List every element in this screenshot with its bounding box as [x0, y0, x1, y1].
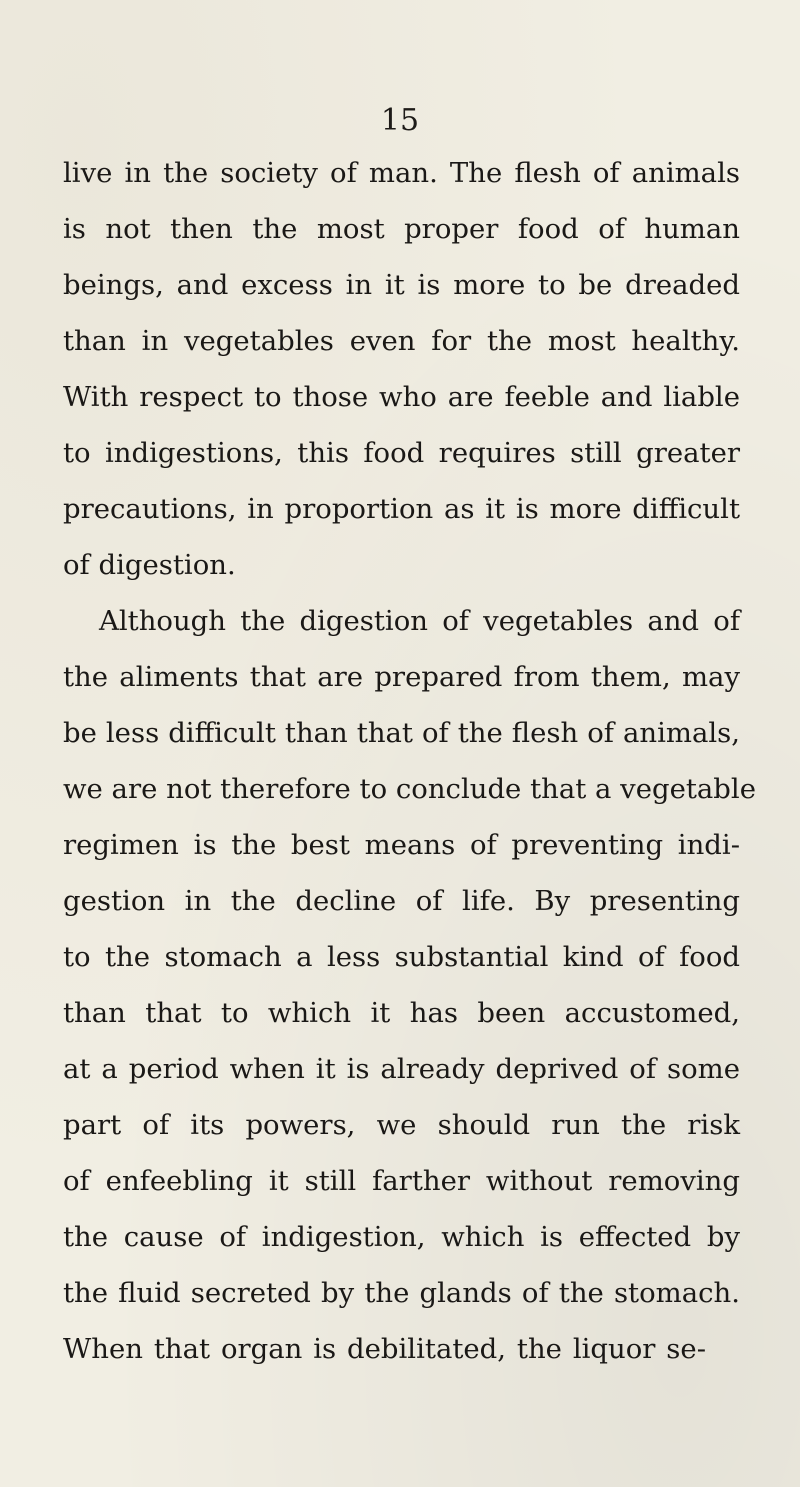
text-line: the fluid secreted by the glands of the stomach.: [63, 1277, 740, 1309]
text-line: we are not therefore to conclude that a vegetable: [63, 773, 756, 805]
text-line: the cause of indigestion, which is effected by: [63, 1221, 740, 1253]
text-line: live in the society of man. The flesh of animals: [63, 157, 740, 189]
text-line: than that to which it has been accustomed,: [63, 997, 740, 1029]
text-line: precautions, in proportion as it is more difficult: [63, 493, 740, 525]
text-line: Although the digestion of vegetables and of: [99, 605, 740, 637]
text-line: the aliments that are prepared from them, may: [63, 661, 740, 693]
text-line: of digestion.: [63, 549, 236, 581]
text-line: When that organ is debilitated, the liquor se-: [63, 1333, 706, 1365]
text-line: to the stomach a less substantial kind of food: [63, 941, 740, 973]
text-line: of enfeebling it still farther without removing: [63, 1165, 740, 1197]
text-line: than in vegetables even for the most healthy.: [63, 325, 740, 357]
text-line: at a period when it is already deprived of some: [63, 1053, 740, 1085]
text-line: regimen is the best means of preventing indi-: [63, 829, 740, 861]
page-number: 15: [380, 103, 420, 138]
text-line: With respect to those who are feeble and liable: [63, 381, 740, 413]
text-line: gestion in the decline of life. By presenting: [63, 885, 740, 917]
text-line: to indigestions, this food requires still greater: [63, 437, 740, 469]
text-line: part of its powers, we should run the risk: [63, 1109, 740, 1141]
text-line: be less difficult than that of the flesh of animals,: [63, 717, 740, 749]
text-line: beings, and excess in it is more to be dreaded: [63, 269, 740, 301]
text-line: is not then the most proper food of human: [63, 213, 740, 245]
